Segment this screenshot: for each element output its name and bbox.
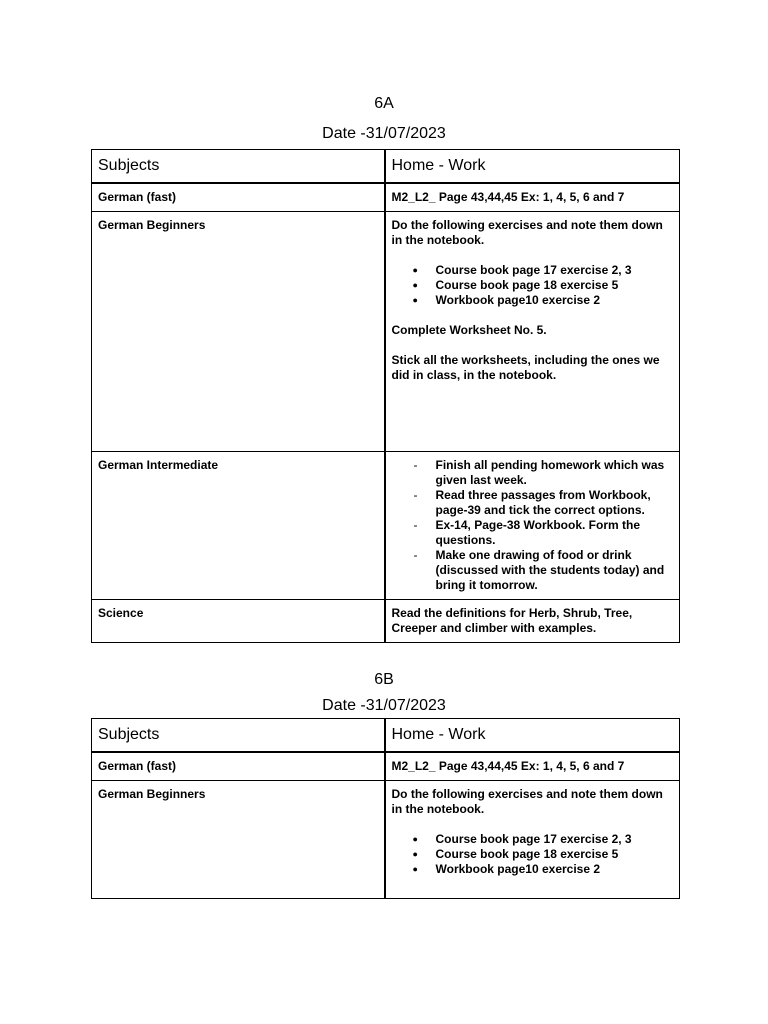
subject-cell: German (fast) — [92, 183, 385, 212]
homework-intro: Do the following exercises and note them down in the notebook. — [391, 218, 663, 247]
subject-cell: German Intermediate — [92, 452, 385, 600]
homework-cell — [385, 781, 680, 899]
table-row — [92, 452, 680, 600]
list-item: ● Course book page 17 exercise 2, 3 — [436, 263, 674, 278]
class-title: 6B — [374, 671, 394, 688]
list-item: - Make one drawing of food or drink (discussed with the students today) and bring it tomorrow. — [436, 548, 674, 593]
table-row — [92, 752, 680, 781]
list-item: - Finish all pending homework which was given last week. — [436, 458, 674, 488]
subjects-header: Subjects — [92, 719, 385, 753]
list-item: - Read three passages from Workbook, page-39 and tick the correct options. — [436, 488, 674, 518]
date-line: Date -31/07/2023 — [322, 125, 446, 142]
homework-cell — [385, 212, 680, 452]
list-item: ● Course book page 18 exercise 5 — [436, 278, 674, 293]
homework-header: Home - Work — [385, 719, 680, 753]
section-6a — [0, 94, 768, 144]
bullet-list — [392, 832, 674, 877]
table-header-row — [92, 150, 680, 184]
homework-header: Home - Work — [385, 150, 680, 184]
homework-cell — [385, 452, 680, 600]
homework-paragraph: Complete Worksheet No. 5. — [391, 323, 547, 337]
subject-cell: Science — [92, 600, 385, 643]
table-row — [92, 212, 680, 452]
subject-cell: German Beginners — [92, 212, 385, 452]
subject-cell: German (fast) — [92, 752, 385, 781]
homework-paragraph: Stick all the worksheets, including the ones we did in class, in the notebook. — [391, 353, 660, 382]
list-item: ● Course book page 18 exercise 5 — [436, 847, 674, 862]
table-header-row — [92, 719, 680, 753]
subjects-header: Subjects — [92, 150, 385, 184]
dash-list — [392, 458, 674, 593]
subject-cell: German Beginners — [92, 781, 385, 899]
date-line: Date -31/07/2023 — [322, 697, 446, 714]
table-row — [92, 183, 680, 212]
list-item: ● Workbook page10 exercise 2 — [436, 293, 674, 308]
homework-table-6a — [91, 149, 680, 643]
list-item: - Ex-14, Page-38 Workbook. Form the questions. — [436, 518, 674, 548]
homework-intro: Do the following exercises and note them down in the notebook. — [391, 787, 663, 816]
homework-cell: Read the definitions for Herb, Shrub, Tree, Creeper and climber with examples. — [385, 600, 680, 643]
list-item: ● Workbook page10 exercise 2 — [436, 862, 674, 877]
section-6b — [0, 670, 768, 716]
class-title: 6A — [374, 95, 394, 112]
bullet-list — [392, 263, 674, 308]
table-row — [92, 781, 680, 899]
homework-cell: M2_L2_ Page 43,44,45 Ex: 1, 4, 5, 6 and 7 — [385, 183, 680, 212]
list-item: ● Course book page 17 exercise 2, 3 — [436, 832, 674, 847]
homework-table-6b — [91, 718, 680, 899]
table-row — [92, 600, 680, 643]
homework-cell: M2_L2_ Page 43,44,45 Ex: 1, 4, 5, 6 and 7 — [385, 752, 680, 781]
